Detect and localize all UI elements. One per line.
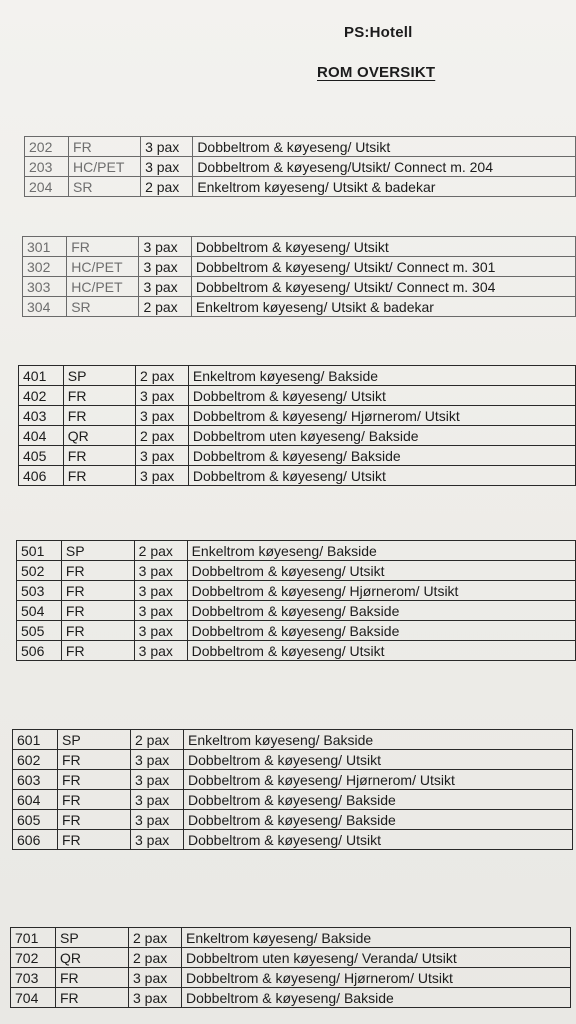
- room-number: 303: [23, 277, 67, 297]
- table-row: [13, 810, 573, 830]
- hotel-name: PS:Hotell: [344, 24, 413, 41]
- room-description: Dobbeltrom & køyeseng/ Bakside: [184, 810, 573, 830]
- table-row: [13, 770, 573, 790]
- room-number: 701: [11, 928, 56, 948]
- room-type: FR: [67, 237, 139, 257]
- room-number: 402: [19, 386, 64, 406]
- room-number: 601: [13, 730, 58, 750]
- room-description: Dobbeltrom & køyeseng/ Bakside: [182, 988, 571, 1008]
- room-capacity: 2 pax: [134, 541, 187, 561]
- room-number: 505: [17, 621, 62, 641]
- room-type: FR: [61, 561, 134, 581]
- room-description: Enkeltrom køyeseng/ Bakside: [184, 730, 573, 750]
- room-number: 202: [25, 137, 69, 157]
- room-number: 606: [13, 830, 58, 850]
- table-row: [17, 601, 576, 621]
- room-description: Dobbeltrom & køyeseng/ Utsikt/ Connect m. 301: [191, 257, 575, 277]
- room-capacity: 2 pax: [129, 948, 182, 968]
- room-type: HC/PET: [67, 257, 139, 277]
- room-description: Dobbeltrom & køyeseng/ Utsikt/ Connect m. 304: [191, 277, 575, 297]
- room-number: 603: [13, 770, 58, 790]
- table-row: [25, 177, 576, 197]
- table-row: [17, 581, 576, 601]
- room-description: Enkeltrom køyeseng/ Bakside: [188, 366, 575, 386]
- room-description: Dobbeltrom & køyeseng/ Hjørnerom/ Utsikt: [182, 968, 571, 988]
- room-type: FR: [58, 810, 131, 830]
- room-number: 503: [17, 581, 62, 601]
- room-number: 602: [13, 750, 58, 770]
- room-description: Dobbeltrom & køyeseng/ Utsikt: [188, 386, 575, 406]
- room-capacity: 3 pax: [134, 561, 187, 581]
- room-type: FR: [58, 770, 131, 790]
- room-number: 605: [13, 810, 58, 830]
- room-capacity: 3 pax: [136, 386, 189, 406]
- room-type: SR: [67, 297, 139, 317]
- room-number: 405: [19, 446, 64, 466]
- table-row: [17, 561, 576, 581]
- table-row: [23, 237, 576, 257]
- room-type: SP: [63, 366, 135, 386]
- table-row: [23, 297, 576, 317]
- table-row: [19, 446, 576, 466]
- table-row: [25, 137, 576, 157]
- room-number: 501: [17, 541, 62, 561]
- room-capacity: 3 pax: [129, 988, 182, 1008]
- table-row: [11, 988, 571, 1008]
- room-description: Dobbeltrom & køyeseng/ Hjørnerom/ Utsikt: [184, 770, 573, 790]
- table-row: [19, 406, 576, 426]
- room-number: 302: [23, 257, 67, 277]
- floor-7-table: [10, 927, 571, 1008]
- room-type: FR: [63, 386, 135, 406]
- room-capacity: 3 pax: [131, 810, 184, 830]
- room-type: HC/PET: [67, 277, 139, 297]
- room-number: 506: [17, 641, 62, 661]
- room-capacity: 2 pax: [141, 177, 193, 197]
- table-row: [23, 257, 576, 277]
- room-capacity: 3 pax: [131, 790, 184, 810]
- room-type: FR: [56, 968, 129, 988]
- table-row: [19, 426, 576, 446]
- room-description: Dobbeltrom & køyeseng/ Hjørnerom/ Utsikt: [188, 406, 575, 426]
- room-capacity: 3 pax: [129, 968, 182, 988]
- room-capacity: 2 pax: [136, 426, 189, 446]
- room-type: FR: [56, 988, 129, 1008]
- room-type: FR: [63, 406, 135, 426]
- room-capacity: 2 pax: [131, 730, 184, 750]
- room-capacity: 3 pax: [136, 446, 189, 466]
- room-description: Dobbeltrom uten køyeseng/ Veranda/ Utsikt: [182, 948, 571, 968]
- floor-5-table: [16, 540, 576, 661]
- room-number: 704: [11, 988, 56, 1008]
- room-description: Dobbeltrom & køyeseng/ Utsikt: [191, 237, 575, 257]
- room-capacity: 3 pax: [134, 641, 187, 661]
- room-number: 702: [11, 948, 56, 968]
- room-description: Enkeltrom køyeseng/ Bakside: [182, 928, 571, 948]
- room-capacity: 3 pax: [134, 601, 187, 621]
- room-capacity: 3 pax: [131, 770, 184, 790]
- room-type: SP: [61, 541, 134, 561]
- table-row: [19, 466, 576, 486]
- room-number: 604: [13, 790, 58, 810]
- room-type: SR: [69, 177, 141, 197]
- room-type: QR: [63, 426, 135, 446]
- table-row: [13, 790, 573, 810]
- room-capacity: 3 pax: [139, 257, 191, 277]
- room-type: FR: [69, 137, 141, 157]
- room-capacity: 3 pax: [131, 830, 184, 850]
- room-number: 304: [23, 297, 67, 317]
- table-row: [17, 541, 576, 561]
- room-number: 502: [17, 561, 62, 581]
- room-number: 703: [11, 968, 56, 988]
- room-description: Dobbeltrom uten køyeseng/ Bakside: [188, 426, 575, 446]
- room-description: Dobbeltrom & køyeseng/ Utsikt: [184, 750, 573, 770]
- room-capacity: 3 pax: [136, 406, 189, 426]
- table-row: [11, 948, 571, 968]
- room-description: Dobbeltrom & køyeseng/ Utsikt: [188, 466, 575, 486]
- room-description: Dobbeltrom & køyeseng/ Bakside: [187, 621, 575, 641]
- room-capacity: 3 pax: [139, 277, 191, 297]
- room-number: 301: [23, 237, 67, 257]
- room-capacity: 2 pax: [129, 928, 182, 948]
- room-description: Dobbeltrom & køyeseng/ Utsikt: [187, 561, 575, 581]
- page-title: ROM OVERSIKT: [317, 64, 436, 81]
- room-number: 404: [19, 426, 64, 446]
- room-type: FR: [63, 466, 135, 486]
- room-type: FR: [61, 641, 134, 661]
- room-description: Dobbeltrom & køyeseng/ Bakside: [184, 790, 573, 810]
- floor-4-table: [18, 365, 576, 486]
- table-row: [19, 366, 576, 386]
- room-capacity: 3 pax: [139, 237, 191, 257]
- room-description: Dobbeltrom & køyeseng/ Bakside: [188, 446, 575, 466]
- room-type: HC/PET: [69, 157, 141, 177]
- table-row: [13, 750, 573, 770]
- table-row: [19, 386, 576, 406]
- room-description: Dobbeltrom & køyeseng/ Utsikt: [193, 137, 576, 157]
- room-type: QR: [56, 948, 129, 968]
- room-description: Dobbeltrom & køyeseng/ Bakside: [187, 601, 575, 621]
- room-number: 406: [19, 466, 64, 486]
- room-type: FR: [58, 830, 131, 850]
- table-row: [23, 277, 576, 297]
- table-row: [11, 928, 571, 948]
- room-type: FR: [61, 601, 134, 621]
- room-capacity: 3 pax: [131, 750, 184, 770]
- table-row: [17, 641, 576, 661]
- table-row: [13, 730, 573, 750]
- room-description: Enkeltrom køyeseng/ Utsikt & badekar: [191, 297, 575, 317]
- table-row: [13, 830, 573, 850]
- room-type: SP: [58, 730, 131, 750]
- room-type: SP: [56, 928, 129, 948]
- room-capacity: 2 pax: [136, 366, 189, 386]
- room-capacity: 3 pax: [141, 137, 193, 157]
- room-description: Enkeltrom køyeseng/ Utsikt & badekar: [193, 177, 576, 197]
- room-capacity: 3 pax: [134, 581, 187, 601]
- table-row: [11, 968, 571, 988]
- room-number: 504: [17, 601, 62, 621]
- room-number: 403: [19, 406, 64, 426]
- floor-2-table: [24, 136, 576, 197]
- room-type: FR: [58, 790, 131, 810]
- room-description: Enkeltrom køyeseng/ Bakside: [187, 541, 575, 561]
- table-row: [25, 157, 576, 177]
- floor-3-table: [22, 236, 576, 317]
- room-type: FR: [61, 621, 134, 641]
- room-type: FR: [61, 581, 134, 601]
- room-capacity: 2 pax: [139, 297, 191, 317]
- room-description: Dobbeltrom & køyeseng/ Hjørnerom/ Utsikt: [187, 581, 575, 601]
- room-type: FR: [63, 446, 135, 466]
- floor-6-table: [12, 729, 573, 850]
- room-description: Dobbeltrom & køyeseng/ Utsikt: [184, 830, 573, 850]
- room-capacity: 3 pax: [141, 157, 193, 177]
- room-type: FR: [58, 750, 131, 770]
- room-capacity: 3 pax: [134, 621, 187, 641]
- room-description: Dobbeltrom & køyeseng/Utsikt/ Connect m. 204: [193, 157, 576, 177]
- room-number: 204: [25, 177, 69, 197]
- room-number: 401: [19, 366, 64, 386]
- table-row: [17, 621, 576, 641]
- room-description: Dobbeltrom & køyeseng/ Utsikt: [187, 641, 575, 661]
- room-number: 203: [25, 157, 69, 177]
- room-capacity: 3 pax: [136, 466, 189, 486]
